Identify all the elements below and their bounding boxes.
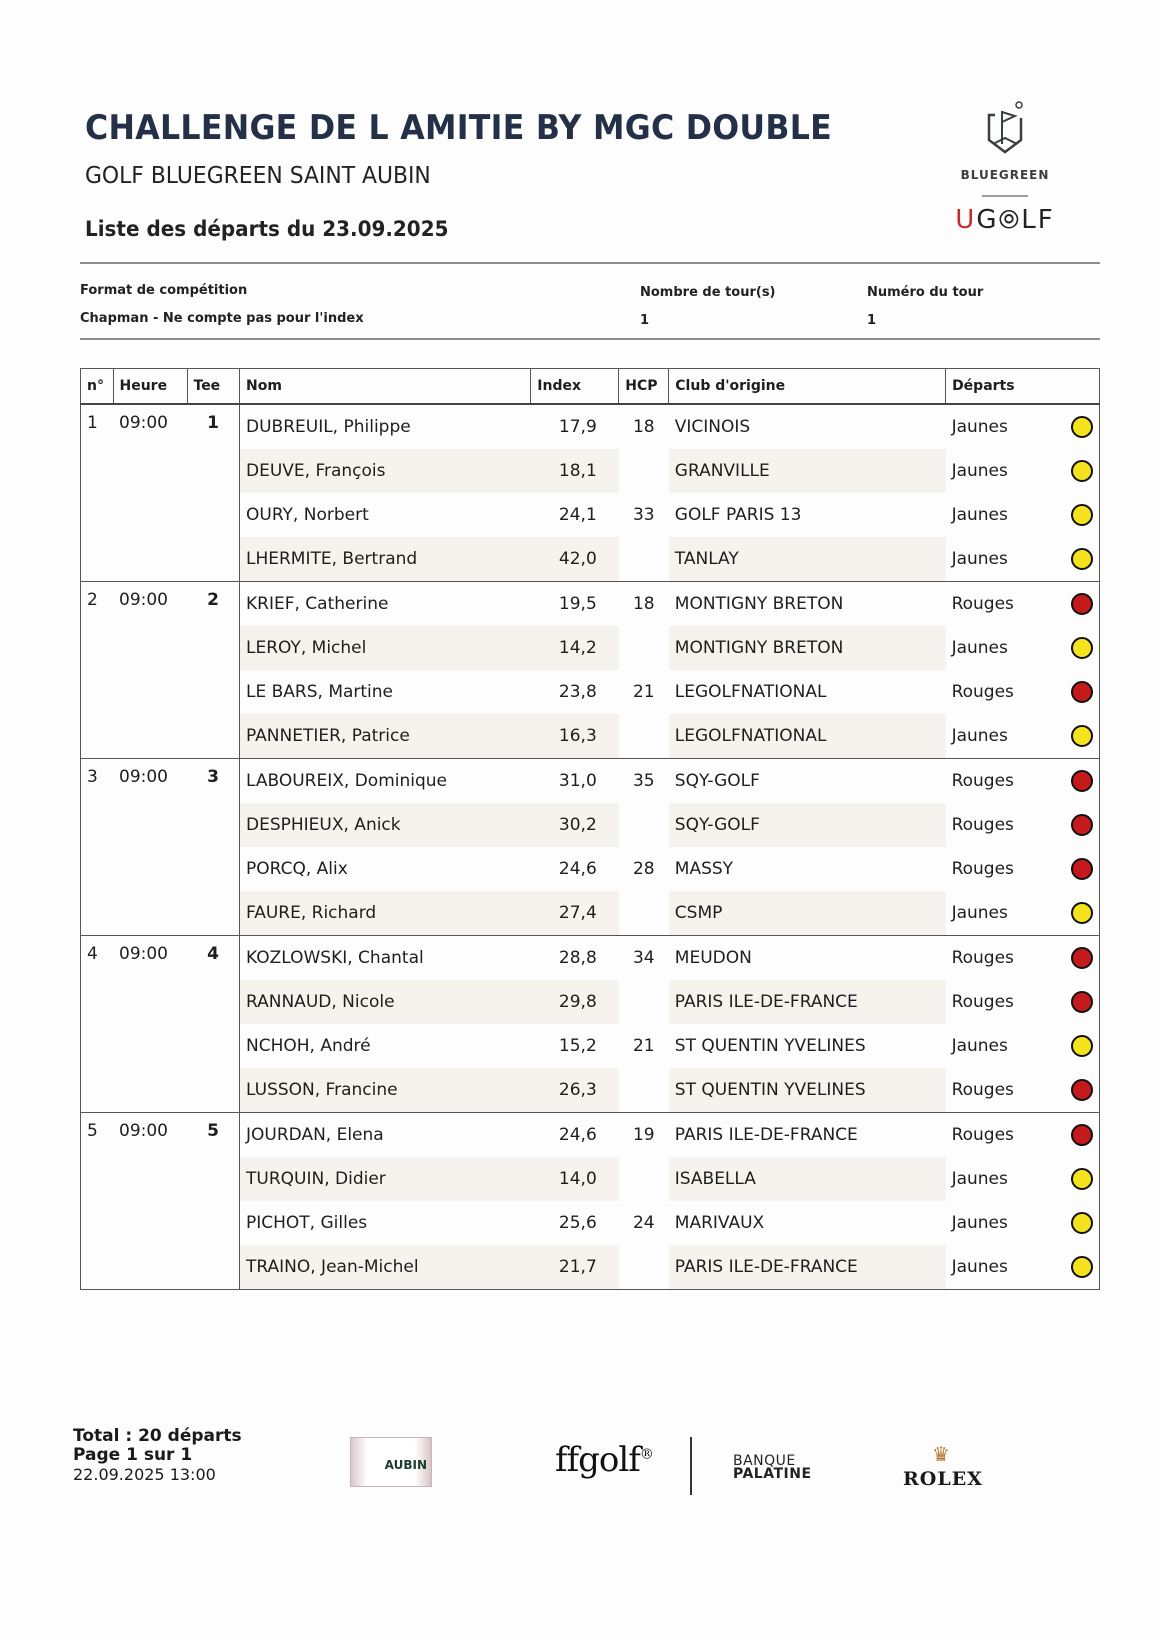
table-row (81, 891, 1100, 936)
empty-cell (187, 449, 240, 493)
player-name: LHERMITE, Bertrand (240, 537, 531, 582)
ffgolf-mark-icon: ® (639, 1446, 653, 1463)
player-tee-color: Rouges (951, 1125, 1014, 1145)
player-name: KRIEF, Catherine (246, 594, 389, 614)
empty-cell (81, 1068, 114, 1113)
empty-cell (113, 1201, 187, 1245)
player-tee-color: Jaunes (946, 537, 1047, 582)
bluegreen-logo-icon (960, 100, 1050, 164)
player-club: ISABELLA (669, 1157, 946, 1201)
player-name: OURY, Norbert (246, 505, 369, 525)
table-row (81, 980, 1100, 1024)
red-tee-dot-icon (1071, 991, 1093, 1013)
table-row (81, 1068, 1100, 1113)
player-name: DUBREUIL, Philippe (246, 417, 411, 437)
round-number-value: 1 (867, 313, 877, 328)
empty-cell (187, 714, 240, 759)
player-name: PANNETIER, Patrice (240, 714, 531, 759)
player-index: 27,4 (531, 891, 619, 936)
table-header-row (81, 369, 1100, 405)
page-title: CHALLENGE DE L AMITIE BY MGC DOUBLE (85, 108, 833, 148)
player-name: PICHOT, Gilles (246, 1213, 368, 1233)
ugolf-logo (945, 205, 1065, 236)
table-row (81, 493, 1100, 537)
table-row (81, 404, 1100, 449)
empty-cell (81, 1024, 114, 1068)
player-hcp: 34 (632, 948, 655, 968)
tee-time: 09:00 (119, 1121, 168, 1141)
empty-cell (187, 1245, 240, 1290)
header-rule (80, 262, 1100, 264)
table-row (81, 803, 1100, 847)
player-club: LEGOLFNATIONAL (669, 714, 946, 759)
format-label: Format de compétition (80, 283, 248, 298)
player-hcp (619, 537, 669, 582)
ugolf-rest: G⦾LF (976, 205, 1055, 235)
empty-cell (81, 1245, 114, 1290)
ffgolf-text: ffgolf (555, 1440, 640, 1480)
player-club: PARIS ILE-DE-FRANCE (674, 1125, 858, 1145)
empty-cell (187, 1024, 240, 1068)
player-hcp (619, 1157, 669, 1201)
tee-color-cell (1047, 1201, 1100, 1245)
table-row (81, 449, 1100, 493)
player-hcp (619, 1245, 669, 1290)
empty-cell (113, 1068, 187, 1113)
footer-summary (73, 1427, 242, 1484)
page-indicator: Page 1 sur 1 (73, 1445, 193, 1465)
player-hcp: 19 (632, 1125, 655, 1145)
tee-color-cell (1047, 626, 1100, 670)
round-number-label: Numéro du tour (867, 285, 984, 300)
yellow-tee-dot-icon (1071, 902, 1093, 924)
table-body (81, 404, 1100, 1290)
player-tee-color: Jaunes (951, 461, 1008, 481)
player-name: LE BARS, Martine (246, 682, 394, 702)
yellow-tee-dot-icon (1071, 1212, 1093, 1234)
tee-number: 4 (187, 936, 240, 981)
table-row (81, 1113, 1100, 1158)
tee-color-cell (1047, 714, 1100, 759)
player-tee-color: Rouges (951, 771, 1014, 791)
sponsor-divider (690, 1437, 692, 1495)
empty-cell (81, 670, 114, 714)
player-club: LEGOLFNATIONAL (674, 682, 827, 702)
player-hcp: 33 (632, 505, 655, 525)
table-row (81, 936, 1100, 981)
yellow-tee-dot-icon (1071, 416, 1093, 438)
tee-color-cell (1047, 1157, 1100, 1201)
tee-color-cell (1047, 803, 1100, 847)
player-name: JOURDAN, Elena (246, 1125, 384, 1145)
banque-line1: BANQUE (733, 1453, 796, 1469)
red-tee-dot-icon (1071, 1079, 1093, 1101)
player-club: GRANVILLE (669, 449, 946, 493)
player-index: 17,9 (558, 417, 597, 437)
table-row (81, 847, 1100, 891)
player-name: DEUVE, François (240, 449, 531, 493)
table-row (81, 626, 1100, 670)
tee-color-cell (1047, 449, 1100, 493)
player-tee-color: Rouges (951, 682, 1014, 702)
empty-cell (113, 803, 187, 847)
tee-number: 3 (187, 759, 240, 804)
ugolf-u: U (955, 205, 977, 235)
player-club: MEUDON (674, 948, 752, 968)
yellow-tee-dot-icon (1071, 1035, 1093, 1057)
table-row (81, 537, 1100, 582)
empty-cell (113, 714, 187, 759)
yellow-tee-dot-icon (1071, 637, 1093, 659)
banque-line2: PALATINE (733, 1466, 812, 1482)
red-tee-dot-icon (1071, 681, 1093, 703)
empty-cell (113, 670, 187, 714)
player-index: 18,1 (531, 449, 619, 493)
player-hcp: 18 (632, 417, 655, 437)
empty-cell (81, 493, 114, 537)
player-index: 21,7 (531, 1245, 619, 1290)
yellow-tee-dot-icon (1071, 1168, 1093, 1190)
player-index: 26,3 (531, 1068, 619, 1113)
empty-cell (81, 1201, 114, 1245)
banque-palatine-logo (733, 1455, 812, 1481)
tee-number: 2 (187, 582, 240, 627)
player-index: 24,6 (558, 859, 597, 879)
player-tee-color: Rouges (951, 594, 1014, 614)
col-nom: Nom (240, 369, 531, 405)
player-club: MARIVAUX (674, 1213, 765, 1233)
start-list-table (80, 368, 1100, 1290)
empty-cell (81, 626, 114, 670)
empty-cell (113, 537, 187, 582)
total-departs: Total : 20 départs (73, 1426, 242, 1446)
empty-cell (113, 891, 187, 936)
player-index: 19,5 (558, 594, 597, 614)
tee-color-cell (1047, 1113, 1100, 1158)
empty-cell (113, 980, 187, 1024)
yellow-tee-dot-icon (1071, 548, 1093, 570)
col-index: Index (531, 369, 619, 405)
player-hcp (619, 1068, 669, 1113)
empty-cell (187, 891, 240, 936)
col-heure: Heure (113, 369, 187, 405)
player-name: NCHOH, André (246, 1036, 371, 1056)
tee-color-cell (1047, 582, 1100, 627)
player-tee-color: Jaunes (946, 714, 1047, 759)
yellow-tee-dot-icon (1071, 1256, 1093, 1278)
red-tee-dot-icon (1071, 593, 1093, 615)
player-hcp: 21 (632, 682, 655, 702)
player-tee-color: Rouges (951, 815, 1014, 835)
player-tee-color: Jaunes (951, 638, 1008, 658)
player-index: 30,2 (531, 803, 619, 847)
empty-cell (113, 1157, 187, 1201)
tee-time: 09:00 (119, 944, 168, 964)
empty-cell (113, 449, 187, 493)
empty-cell (113, 493, 187, 537)
player-name: DESPHIEUX, Anick (240, 803, 531, 847)
player-hcp (619, 449, 669, 493)
empty-cell (187, 537, 240, 582)
tee-color-cell (1047, 1024, 1100, 1068)
group-number: 4 (81, 936, 114, 981)
rolex-crown-icon: ♛ (932, 1442, 950, 1466)
player-index: 14,0 (531, 1157, 619, 1201)
player-tee-color: Jaunes (951, 1169, 1008, 1189)
player-index: 15,2 (558, 1036, 597, 1056)
group-number: 3 (81, 759, 114, 804)
empty-cell (81, 714, 114, 759)
start-list-date: Liste des départs du 23.09.2025 (85, 217, 449, 241)
player-tee-color: Rouges (951, 859, 1014, 879)
player-club: PARIS ILE-DE-FRANCE (669, 980, 946, 1024)
rolex-logo: ROLEX (903, 1468, 983, 1490)
player-index: 29,8 (531, 980, 619, 1024)
player-name: LEROY, Michel (240, 626, 531, 670)
table-row (81, 1024, 1100, 1068)
meta-rule (80, 338, 1100, 340)
red-tee-dot-icon (1071, 1124, 1093, 1146)
print-timestamp: 22.09.2025 13:00 (73, 1465, 216, 1484)
player-club: MONTIGNY BRETON (669, 626, 946, 670)
player-club: ST QUENTIN YVELINES (674, 1036, 866, 1056)
empty-cell (113, 1024, 187, 1068)
st-aubin-logo: AUBIN (350, 1437, 432, 1487)
group-number: 5 (81, 1113, 114, 1158)
player-club: MASSY (674, 859, 734, 879)
table-row (81, 1201, 1100, 1245)
empty-cell (187, 803, 240, 847)
table-row (81, 714, 1100, 759)
tee-time: 09:00 (119, 590, 168, 610)
empty-cell (81, 1157, 114, 1201)
player-name: FAURE, Richard (240, 891, 531, 936)
player-index: 28,8 (558, 948, 597, 968)
tee-color-cell (1047, 980, 1100, 1024)
player-hcp: 35 (632, 771, 655, 791)
player-tee-color: Jaunes (951, 1036, 1008, 1056)
col-tee: Tee (187, 369, 240, 405)
table-row (81, 1157, 1100, 1201)
player-club: CSMP (669, 891, 946, 936)
player-tee-color: Rouges (946, 1068, 1047, 1113)
tee-color-cell (1047, 670, 1100, 714)
player-club: PARIS ILE-DE-FRANCE (669, 1245, 946, 1290)
bluegreen-wordmark: BLUEGREEN (960, 168, 1050, 182)
table-row (81, 582, 1100, 627)
empty-cell (81, 891, 114, 936)
empty-cell (187, 670, 240, 714)
player-hcp (619, 803, 669, 847)
player-hcp (619, 626, 669, 670)
ffgolf-logo (555, 1440, 653, 1480)
player-club: SQY-GOLF (669, 803, 946, 847)
player-name: PORCQ, Alix (246, 859, 348, 879)
empty-cell (81, 803, 114, 847)
tee-color-cell (1047, 891, 1100, 936)
tee-color-cell (1047, 1245, 1100, 1290)
empty-cell (81, 847, 114, 891)
player-club: SQY-GOLF (674, 771, 760, 791)
tee-color-cell (1047, 759, 1100, 804)
tee-number: 5 (187, 1113, 240, 1158)
empty-cell (113, 1245, 187, 1290)
empty-cell (187, 493, 240, 537)
player-tee-color: Jaunes (946, 1245, 1047, 1290)
player-club: TANLAY (669, 537, 946, 582)
player-name: KOZLOWSKI, Chantal (246, 948, 424, 968)
player-tee-color: Jaunes (946, 891, 1047, 936)
yellow-tee-dot-icon (1071, 460, 1093, 482)
col-n: n° (81, 369, 114, 405)
player-hcp (619, 891, 669, 936)
tee-color-cell (1047, 1068, 1100, 1113)
group-number: 2 (81, 582, 114, 627)
red-tee-dot-icon (1071, 770, 1093, 792)
empty-cell (81, 980, 114, 1024)
tee-number: 1 (187, 404, 240, 449)
player-tee-color: Jaunes (951, 417, 1008, 437)
player-name: LABOUREIX, Dominique (246, 771, 447, 791)
player-tee-color: Rouges (951, 992, 1014, 1012)
player-index: 14,2 (531, 626, 619, 670)
player-hcp (619, 980, 669, 1024)
red-tee-dot-icon (1071, 858, 1093, 880)
player-tee-color: Jaunes (951, 505, 1008, 525)
empty-cell (81, 449, 114, 493)
player-tee-color: Rouges (951, 948, 1014, 968)
red-tee-dot-icon (1071, 947, 1093, 969)
group-number: 1 (81, 404, 114, 449)
table-row (81, 670, 1100, 714)
player-name: TRAINO, Jean-Michel (240, 1245, 531, 1290)
logo-divider (982, 195, 1028, 197)
player-name: LUSSON, Francine (240, 1068, 531, 1113)
player-hcp: 21 (632, 1036, 655, 1056)
player-index: 16,3 (531, 714, 619, 759)
yellow-tee-dot-icon (1071, 504, 1093, 526)
tee-color-cell (1047, 936, 1100, 981)
player-index: 25,6 (558, 1213, 597, 1233)
empty-cell (187, 1068, 240, 1113)
empty-cell (187, 980, 240, 1024)
player-tee-color: Jaunes (951, 1213, 1008, 1233)
player-hcp: 24 (632, 1213, 655, 1233)
tee-color-cell (1047, 404, 1100, 449)
player-club: GOLF PARIS 13 (674, 505, 802, 525)
player-index: 24,1 (558, 505, 597, 525)
tee-time: 09:00 (119, 413, 168, 433)
table-row (81, 1245, 1100, 1290)
table-row (81, 759, 1100, 804)
empty-cell (81, 537, 114, 582)
player-hcp: 28 (632, 859, 655, 879)
col-club: Club d'origine (669, 369, 946, 405)
tee-color-cell (1047, 537, 1100, 582)
col-hcp: HCP (619, 369, 669, 405)
yellow-tee-dot-icon (1071, 725, 1093, 747)
player-club: ST QUENTIN YVELINES (669, 1068, 946, 1113)
empty-cell (187, 1201, 240, 1245)
player-name: RANNAUD, Nicole (240, 980, 531, 1024)
player-name: TURQUIN, Didier (240, 1157, 531, 1201)
red-tee-dot-icon (1071, 814, 1093, 836)
empty-cell (187, 1157, 240, 1201)
tee-color-cell (1047, 847, 1100, 891)
player-index: 23,8 (558, 682, 597, 702)
player-hcp (619, 714, 669, 759)
player-index: 24,6 (558, 1125, 597, 1145)
empty-cell (187, 847, 240, 891)
col-departs: Départs (946, 369, 1100, 405)
empty-cell (187, 626, 240, 670)
tee-time: 09:00 (119, 767, 168, 787)
player-club: MONTIGNY BRETON (674, 594, 844, 614)
venue-subtitle: GOLF BLUEGREEN SAINT AUBIN (85, 163, 431, 189)
empty-cell (113, 847, 187, 891)
rounds-label: Nombre de tour(s) (640, 285, 776, 300)
tee-color-cell (1047, 493, 1100, 537)
player-index: 31,0 (558, 771, 597, 791)
format-value: Chapman - Ne compte pas pour l'index (80, 311, 364, 326)
player-club: VICINOIS (674, 417, 751, 437)
empty-cell (113, 626, 187, 670)
player-index: 42,0 (531, 537, 619, 582)
player-hcp: 18 (632, 594, 655, 614)
rounds-value: 1 (640, 313, 650, 328)
